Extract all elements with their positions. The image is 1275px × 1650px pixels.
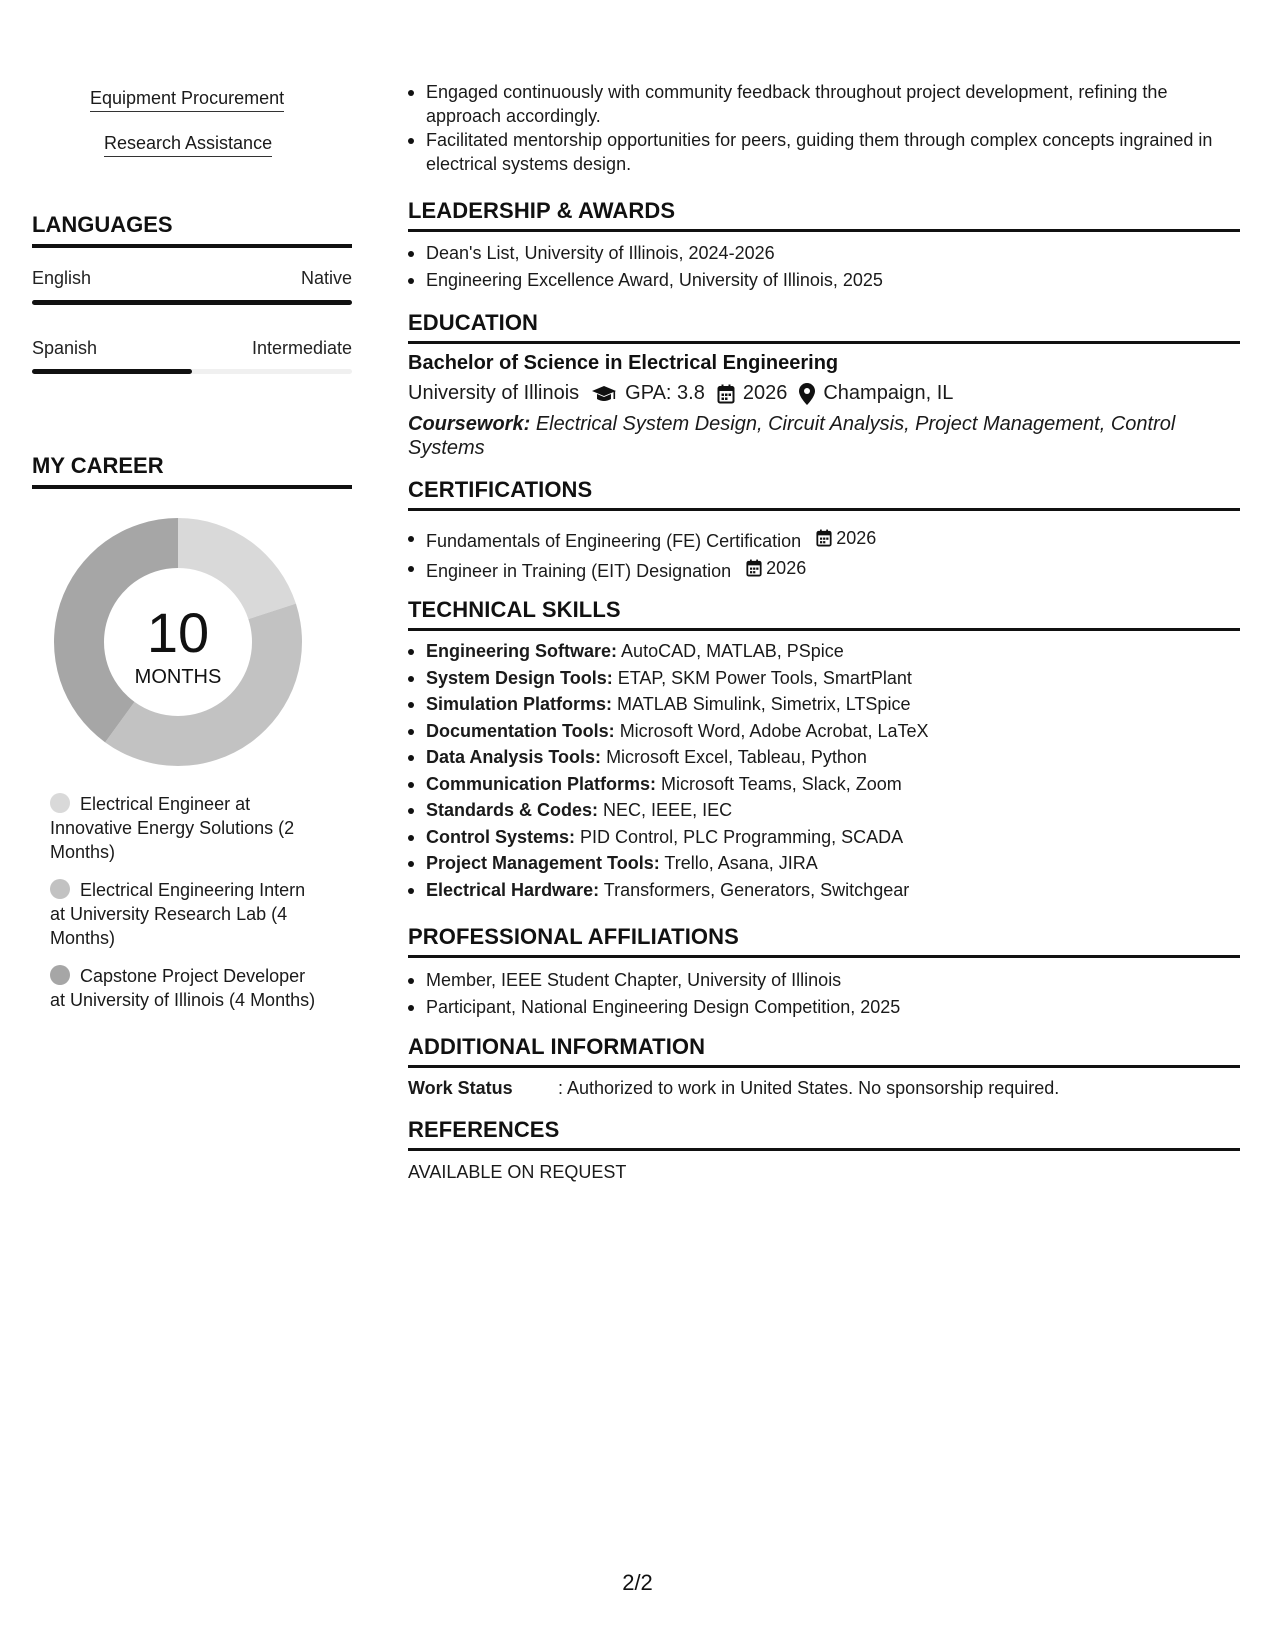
certification-item	[408, 526, 1240, 553]
certification-name: Fundamentals of Engineering (FE) Certification	[426, 531, 802, 551]
technical-skills-heading: TECHNICAL SKILLS	[408, 597, 1240, 631]
career-donut-chart	[54, 518, 302, 766]
page-number: 2/2	[622, 1570, 653, 1595]
legend-swatch	[50, 965, 70, 985]
skill-values: NEC, IEEE, IEC	[603, 800, 733, 820]
list-item: Facilitated mentorship opportunities for peers, guiding them through complex concepts ingrained in electrical systems design.	[408, 128, 1240, 176]
skill-tag: Research Assistance	[104, 133, 272, 157]
certifications-heading: CERTIFICATIONS	[408, 477, 1240, 511]
skill-item	[408, 745, 1240, 769]
technical-skills-list	[408, 639, 1240, 904]
skill-category: Control Systems:	[426, 826, 576, 847]
skill-category: Documentation Tools:	[426, 720, 615, 741]
legend-swatch	[50, 793, 70, 813]
calendar-icon	[816, 529, 832, 547]
certification-date	[816, 526, 876, 550]
career-legend-text: Electrical Engineering Intern at University Research Lab (4 Months)	[50, 880, 306, 948]
location-pin-icon	[799, 383, 815, 405]
skill-values: Microsoft Word, Adobe Acrobat, LaTeX	[619, 720, 929, 741]
skill-values: MATLAB Simulink, Simetrix, LTSpice	[617, 694, 911, 714]
language-level: Native	[300, 268, 352, 288]
graduation-year: 2026	[742, 382, 788, 404]
career-legend-item	[50, 792, 320, 864]
donut-center	[54, 518, 302, 766]
skill-category: Communication Platforms:	[426, 773, 657, 794]
work-status-row	[408, 1078, 1059, 1099]
skill-values: Trello, Asana, JIRA	[664, 853, 818, 873]
skill-category: Project Management Tools:	[426, 853, 660, 873]
language-row	[32, 268, 352, 289]
work-status-value: : Authorized to work in United States. No sponsorship required.	[558, 1078, 1060, 1098]
certification-name: Engineer in Training (EIT) Designation	[426, 560, 732, 581]
skill-values: PID Control, PLC Programming, SCADA	[580, 826, 904, 847]
career-legend-item	[50, 878, 320, 950]
skill-category: Simulation Platforms:	[426, 694, 613, 714]
certification-year: 2026	[766, 557, 807, 578]
skill-item	[408, 878, 1240, 902]
skill-category: System Design Tools:	[426, 667, 613, 688]
affiliations-heading: PROFESSIONAL AFFILIATIONS	[408, 924, 1240, 958]
coursework-list: Electrical System Design, Circuit Analysis, Project Management, Control Systems	[408, 413, 1176, 459]
skill-values: Microsoft Teams, Slack, Zoom	[661, 773, 902, 794]
skill-item	[408, 825, 1240, 849]
skill-values: Transformers, Generators, Switchgear	[603, 879, 910, 900]
language-proficiency-bar	[32, 300, 352, 305]
work-status-label: Work Status	[408, 1078, 513, 1098]
coursework	[408, 412, 1208, 460]
calendar-icon	[746, 559, 762, 577]
certification-date	[746, 556, 806, 580]
language-proficiency-bar	[32, 369, 352, 374]
education-location: Champaign, IL	[823, 382, 954, 404]
languages-heading: LANGUAGES	[32, 212, 352, 248]
experience-bullets	[408, 80, 1240, 176]
skill-item	[408, 851, 1240, 875]
skill-category: Standards & Codes:	[426, 800, 599, 820]
skill-item	[408, 692, 1240, 716]
gpa: GPA: 3.8	[625, 382, 705, 404]
language-level: Intermediate	[251, 338, 352, 358]
skill-item	[408, 719, 1240, 743]
leadership-heading: LEADERSHIP & AWARDS	[408, 198, 1240, 232]
list-item: Participant, National Engineering Design Competition, 2025	[408, 995, 1240, 1019]
language-name: English	[32, 268, 92, 288]
certification-item	[408, 556, 1240, 583]
skill-values: ETAP, SKM Power Tools, SmartPlant	[617, 667, 912, 688]
certifications-list	[408, 526, 1240, 585]
skill-item	[408, 666, 1240, 690]
skill-item	[408, 798, 1240, 822]
education-heading: EDUCATION	[408, 310, 1240, 344]
degree-title: Bachelor of Science in Electrical Engineering	[408, 352, 839, 374]
language-row	[32, 338, 352, 359]
language-name: Spanish	[32, 338, 98, 358]
list-item: Engineering Excellence Award, University of Illinois, 2025	[408, 268, 1240, 292]
skill-tag: Equipment Procurement	[90, 88, 284, 112]
skill-values: Microsoft Excel, Tableau, Python	[606, 747, 867, 767]
career-legend-text: Electrical Engineer at Innovative Energy Solutions (2 Months)	[50, 794, 295, 862]
career-total-unit: MONTHS	[134, 666, 222, 688]
list-item: Dean's List, University of Illinois, 2024-2026	[408, 241, 1240, 265]
graduation-cap-icon	[591, 384, 617, 404]
references-text: AVAILABLE ON REQUEST	[408, 1162, 627, 1182]
skill-category: Electrical Hardware:	[426, 879, 600, 900]
skill-category: Engineering Software:	[426, 641, 618, 661]
skill-item	[408, 639, 1240, 663]
education-details	[408, 382, 953, 405]
leadership-list	[408, 241, 1240, 294]
career-legend-item	[50, 964, 320, 1012]
additional-info-heading: ADDITIONAL INFORMATION	[408, 1034, 1240, 1068]
coursework-label: Coursework:	[408, 413, 531, 435]
career-legend-text: Capstone Project Developer at University of Illinois (4 Months)	[50, 966, 316, 1010]
affiliations-list	[408, 968, 1240, 1021]
skill-values: AutoCAD, MATLAB, PSpice	[621, 641, 844, 661]
school-name: University of Illinois	[408, 382, 580, 404]
legend-swatch	[50, 879, 70, 899]
list-item: Engaged continuously with community feedback throughout project development, refining the approach accordingly.	[408, 80, 1240, 128]
list-item: Member, IEEE Student Chapter, University of Illinois	[408, 968, 1240, 992]
career-total-months: 10	[146, 601, 210, 664]
references-heading: REFERENCES	[408, 1117, 1240, 1151]
language-proficiency-fill	[32, 369, 192, 374]
skill-category: Data Analysis Tools:	[426, 747, 602, 767]
certification-year: 2026	[836, 528, 877, 548]
language-proficiency-fill	[32, 300, 352, 305]
career-heading: MY CAREER	[32, 453, 352, 489]
skill-item	[408, 772, 1240, 796]
calendar-icon	[717, 384, 735, 404]
